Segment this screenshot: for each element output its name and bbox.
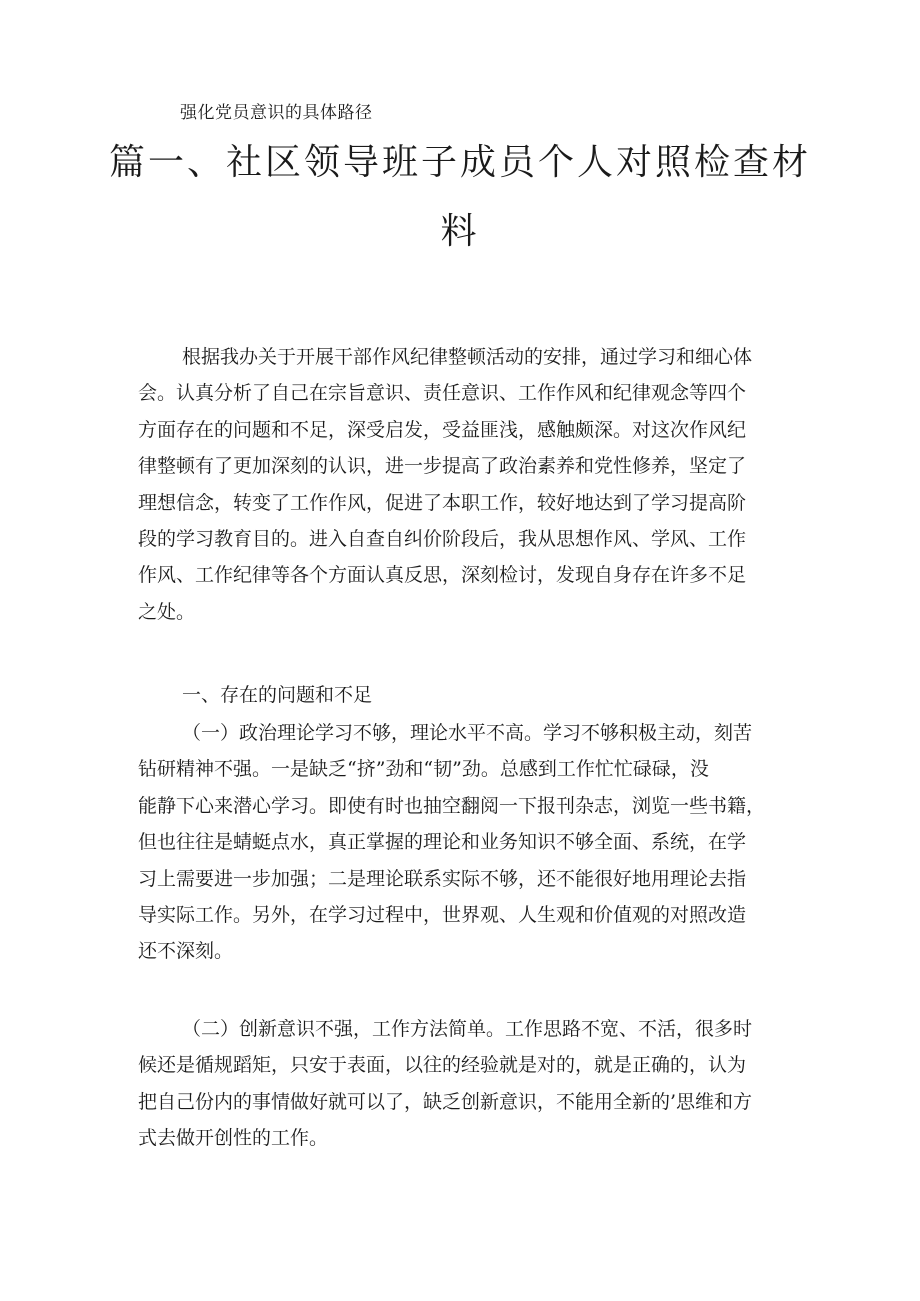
paragraph-line: 会。认真分析了自己在宗旨意识、责任意识、工作作风和纪律观念等四个 xyxy=(138,382,747,405)
paragraph-line: 根据我办关于开展干部作风纪律整顿活动的安排，通过学习和细心体 xyxy=(182,346,753,368)
paragraph-line: 习上需要进一步加强；二是理论联系实际不够，还不能很好地用理论去指 xyxy=(138,867,747,890)
paragraph-line: 但也往往是蜻蜓点水，真正掌握的理论和业务知识不够全面、系统，在学 xyxy=(138,831,747,854)
paragraph-line: 作风、工作纪律等各个方面认真反思，深刻检讨，发现自身存在许多不足 xyxy=(138,564,747,587)
document-title-line-2: 料 xyxy=(440,211,480,252)
paragraph-line: 式去做开创性的工作。 xyxy=(138,1127,329,1150)
paragraph-line: 律整顿有了更加深刻的认识，进一步提高了政治素养和党性修养，坚定了 xyxy=(138,455,747,478)
paragraph-line: 之处。 xyxy=(138,600,196,623)
paragraph-line: 钻研精神不强。一是缺乏“挤”劲和“韧”劲。总感到工作忙忙碌碌，没 xyxy=(138,758,709,781)
paragraph-line: 候还是循规蹈矩，只安于表面，以往的经验就是对的，就是正确的，认为 xyxy=(138,1054,747,1077)
paragraph-item-1 xyxy=(138,715,788,970)
document-title-line-1: 篇一、社区领导班子成员个人对照检查材 xyxy=(108,142,811,183)
section-heading-text: 一、存在的问题和不足 xyxy=(182,684,373,706)
section-heading xyxy=(138,677,788,713)
paragraph-line: （一）政治理论学习不够，理论水平不高。学习不够积极主动，刻苦 xyxy=(182,722,753,744)
paragraph-line: 方面存在的问题和不足，深受启发，受益匪浅，感触颇深。对这次作风纪 xyxy=(138,418,747,441)
paragraph-line: 能静下心来潜心学习。即使有时也抽空翻阅一下报刊杂志，浏览一些书籍， xyxy=(138,794,766,817)
paragraph-line: 还不深刻。 xyxy=(138,940,234,963)
paragraph-item-2 xyxy=(138,1011,788,1157)
paragraph-line: 把自己份内的事情做好就可以了，缺乏创新意识，不能用全新的’思维和方 xyxy=(138,1090,753,1113)
paragraph-line: 段的学习教育目的。进入自查自纠价阶段后，我从思想作风、学风、工作 xyxy=(138,527,747,550)
paragraph-line: （二）创新意识不强，工作方法简单。工作思路不宽、不活，很多时 xyxy=(182,1018,753,1040)
paragraph-line: 理想信念，转变了工作作风，促进了本职工作，较好地达到了学习提高阶 xyxy=(138,491,747,514)
paragraph-line: 导实际工作。另外，在学习过程中，世界观、人生观和价值观的对照改造 xyxy=(138,903,747,926)
paragraph-intro xyxy=(138,339,788,630)
document-header: 强化党员意识的具体路径 xyxy=(180,103,373,123)
